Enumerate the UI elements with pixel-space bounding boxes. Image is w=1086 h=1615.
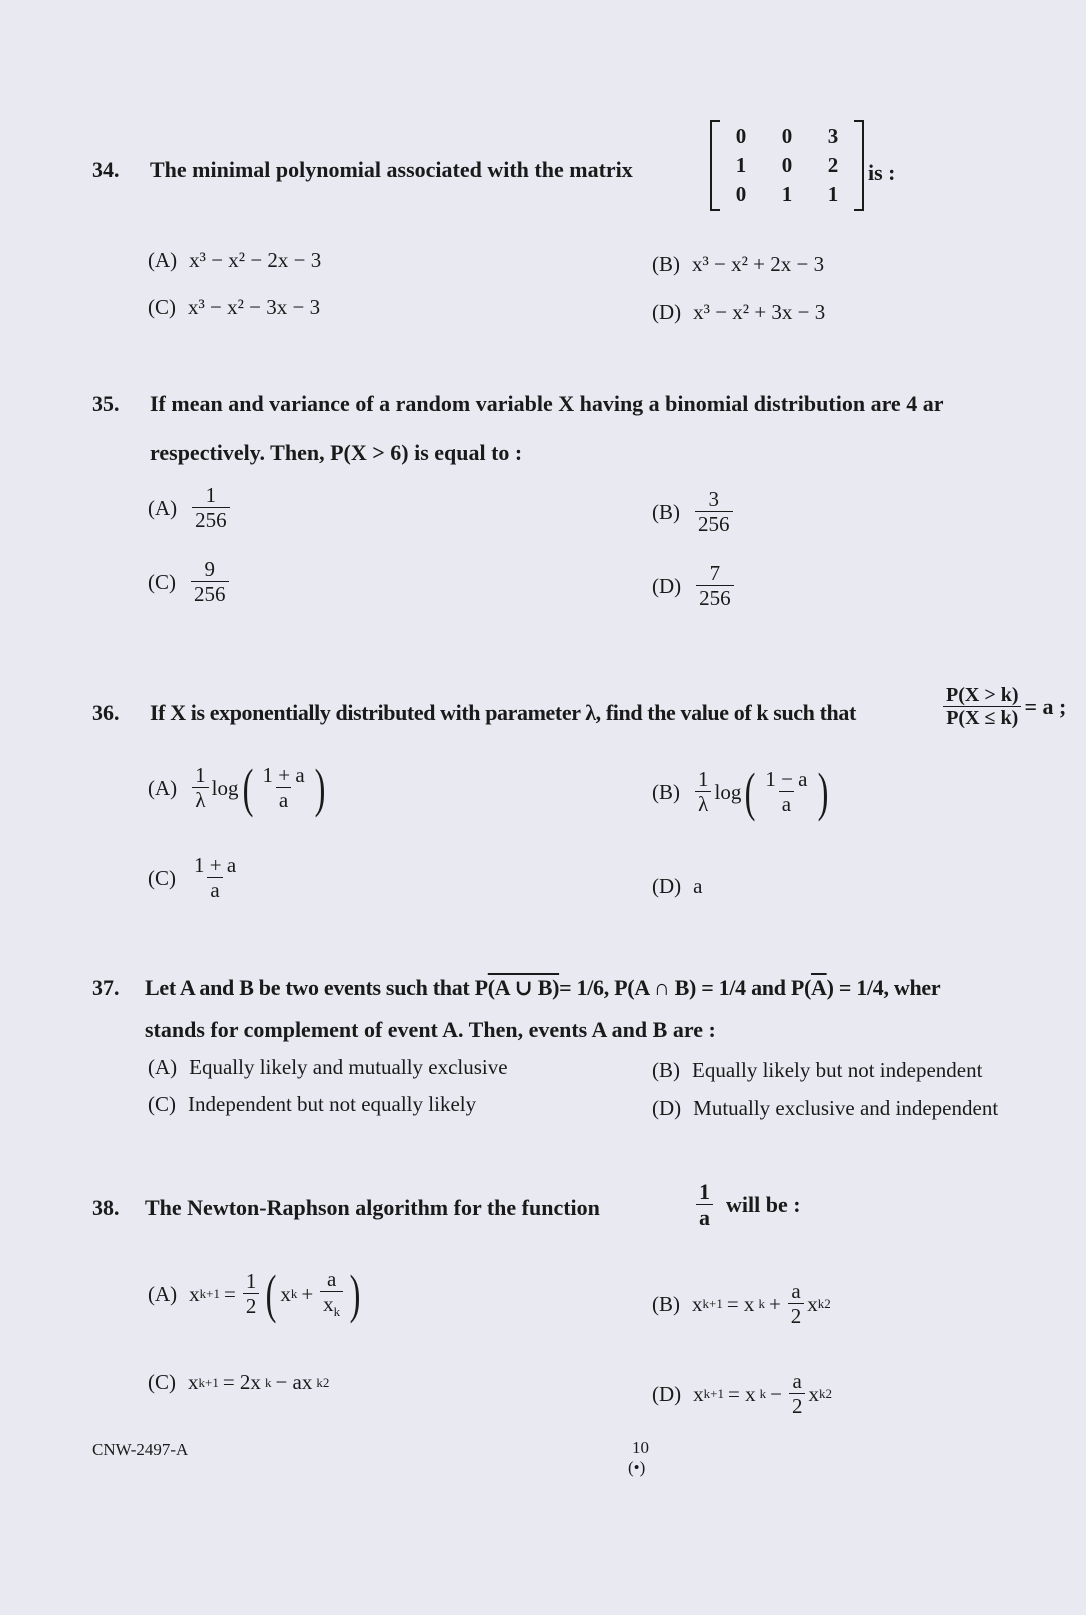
paper-code: CNW-2497-A [92, 1440, 189, 1459]
q35-option-c[interactable]: (C) $\frac{9}{256}$ [148, 558, 232, 606]
q37-option-b[interactable]: (B) Equally likely but not independent [652, 1058, 983, 1082]
question-37-line1: Let A and B be two events such that P(A ∪ B)= 1/6, P(A ∩ B) = 1/4 and $P(\overline{A}) = 1/4$, wher [145, 975, 941, 1000]
question-34-matrix: 0 0 3 1 0 2 0 1 1 [710, 120, 864, 211]
q37-option-c[interactable]: (C) Independent but not equally likely [148, 1092, 477, 1116]
question-35-line1: If mean and variance of a random variable X having a binomial distribution are 4 ar [150, 391, 944, 416]
q36-option-d[interactable]: (D) a [652, 874, 703, 898]
q38-option-c[interactable]: (C) x k+1 = 2x k − ax k 2 [148, 1370, 330, 1394]
question-37-number: 37. [92, 975, 120, 1000]
q36-option-a[interactable]: (A) $\frac{1}{\lambda}$ log ( $\frac{1 + a}{a}$ ) [148, 758, 326, 818]
question-35-line2: respectively. Then, P(X > 6) is equal to : [150, 440, 523, 465]
q35-option-a[interactable]: (A) $\frac{1}{256}$ [148, 484, 233, 532]
question-36-text: If X is exponentially distributed with parameter λ, find the value of k such that [150, 700, 856, 725]
question-38-number: 38. [92, 1195, 120, 1220]
q38-option-d[interactable]: (D) x k+1 = x k − $\frac{a}{2}$ x k 2 [652, 1369, 832, 1419]
q36-option-b[interactable]: (B) $\frac{1}{\lambda}$ log ( $\frac{1 - a}{a}$ ) [652, 762, 828, 822]
page-number: 10 [632, 1438, 649, 1457]
question-35-number: 35. [92, 391, 120, 416]
question-37-line2: stands for complement of event A. Then, events A and B are : [145, 1017, 716, 1042]
q37-option-a[interactable]: (A) Equally likely and mutually exclusive [148, 1055, 508, 1079]
question-34-suffix: is : [868, 160, 896, 185]
question-38-fraction: $\frac{1}{a}$ will be : [693, 1180, 801, 1230]
question-36-number: 36. [92, 700, 120, 725]
question-36-ratio: $\frac{P(X > k)}{P(X \le k)}$ = a ; [940, 684, 1066, 730]
question-34-text: The minimal polynomial associated with the matrix [150, 157, 633, 182]
q34-option-c[interactable]: (C) x³ − x² − 3x − 3 [148, 295, 321, 319]
question-38-text: The Newton-Raphson algorithm for the function [145, 1195, 600, 1220]
q38-option-a[interactable]: (A) x k+1 = $\frac{1}{2}$ ( x k + $\frac{a}{x_k}$ ) [148, 1263, 361, 1324]
q36-option-c[interactable]: (C) $\frac{1 + a}{a}$ [148, 853, 237, 903]
q34-option-a[interactable]: (A) x³ − x² − 2x − 3 [148, 248, 322, 272]
q35-option-b[interactable]: (B) $\frac{3}{256}$ [652, 488, 736, 536]
q34-option-b[interactable]: (B) x³ − x² + 2x − 3 [652, 252, 825, 276]
q37-option-d[interactable]: (D) Mutually exclusive and independent [652, 1096, 999, 1120]
page-mark: (•) [628, 1458, 646, 1477]
q35-option-d[interactable]: (D) $\frac{7}{256}$ [652, 562, 737, 610]
q38-option-b[interactable]: (B) x k+1 = x k + $\frac{a}{2}$ x k 2 [652, 1279, 831, 1329]
question-34-number: 34. [92, 157, 120, 182]
q34-option-d[interactable]: (D) x³ − x² + 3x − 3 [652, 300, 826, 324]
